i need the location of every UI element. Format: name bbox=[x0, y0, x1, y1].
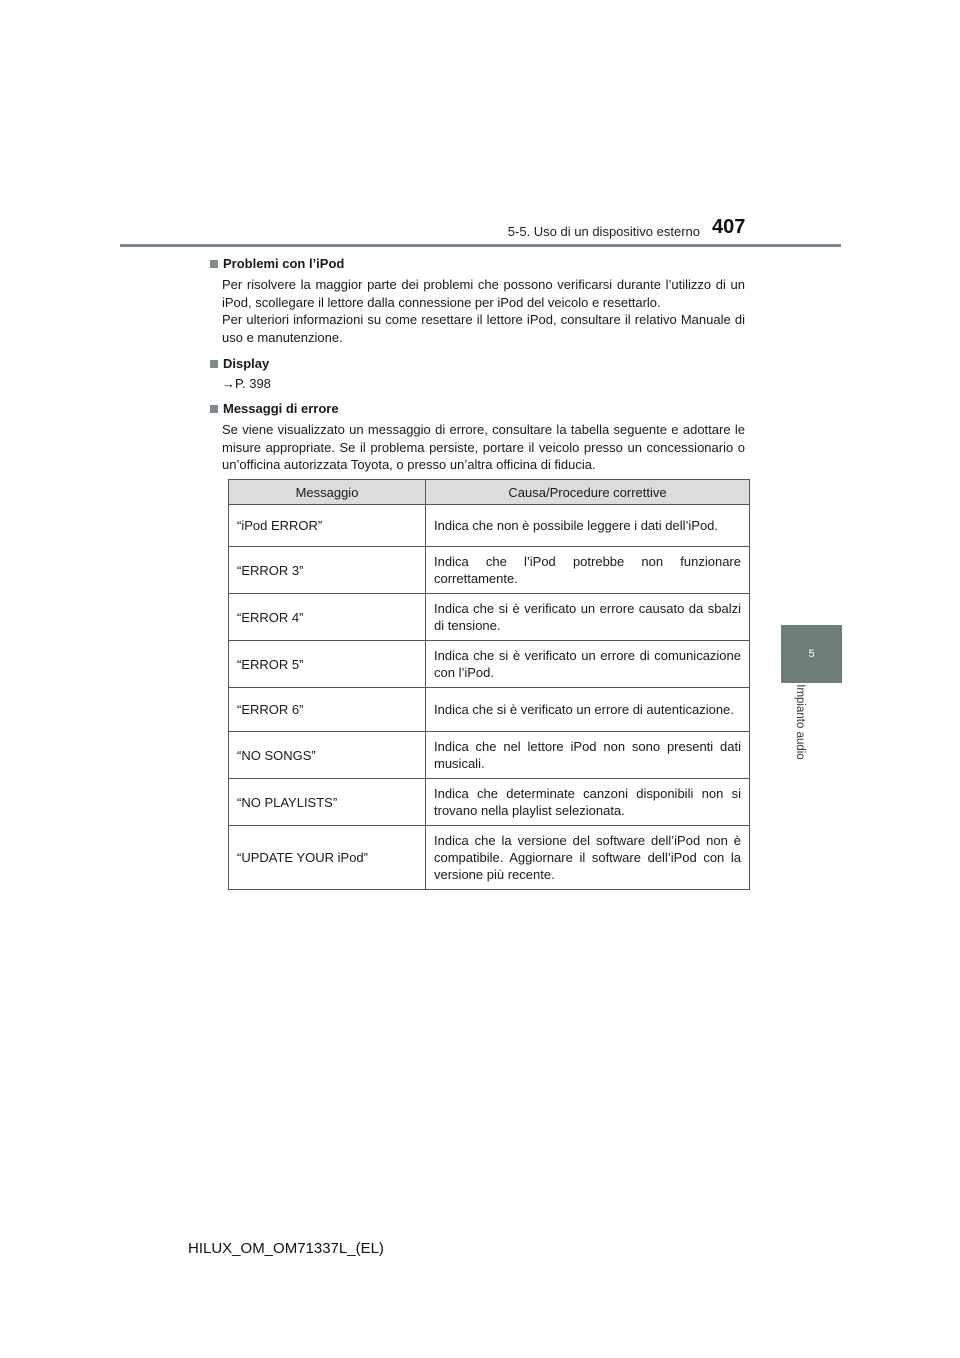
table-header-row bbox=[229, 480, 750, 505]
cause-cell: Indica che determinate canzoni disponibili non si trovano nella playlist selezionata. bbox=[426, 779, 750, 826]
table-row bbox=[229, 779, 750, 826]
cause-cell: Indica che nel lettore iPod non sono presenti dati musicali. bbox=[426, 732, 750, 779]
paragraph: Se viene visualizzato un messaggio di errore, consultare la tabella seguente e adottare le misure appropriate. Se il problema persiste, portare il veicolo presso un concessionario o un’officina autorizzata Toyota, o presso un’altra officina di fiducia. bbox=[222, 422, 745, 472]
message-cell: “ERROR 4” bbox=[229, 594, 426, 641]
table-row bbox=[229, 826, 750, 890]
message-cell: “ERROR 3” bbox=[229, 547, 426, 594]
table-row bbox=[229, 641, 750, 688]
square-bullet-icon bbox=[210, 405, 218, 413]
message-cell: “iPod ERROR” bbox=[229, 505, 426, 547]
header-rule bbox=[120, 244, 841, 247]
table-row bbox=[229, 505, 750, 547]
page-number: 407 bbox=[712, 216, 746, 238]
message-cell: “NO PLAYLISTS” bbox=[229, 779, 426, 826]
column-header-message: Messaggio bbox=[229, 480, 426, 505]
page-reference: →P. 398 bbox=[222, 376, 271, 391]
section-heading-text: Messaggi di errore bbox=[223, 401, 339, 416]
document-code: HILUX_OM_OM71337L_(EL) bbox=[188, 1240, 384, 1257]
cause-cell: Indica che non è possibile leggere i dati dell’iPod. bbox=[426, 505, 750, 547]
section-error-messages bbox=[210, 400, 745, 474]
column-header-cause: Causa/Procedure correttive bbox=[426, 480, 750, 505]
section-heading bbox=[210, 400, 745, 417]
chapter-number: 5 bbox=[808, 648, 815, 660]
header-section-title: 5-5. Uso di un dispositivo esterno bbox=[507, 224, 700, 239]
section-display bbox=[210, 355, 745, 391]
table-row bbox=[229, 594, 750, 641]
section-heading bbox=[210, 255, 745, 272]
main-content bbox=[210, 255, 745, 483]
section-heading-text: Display bbox=[223, 356, 270, 371]
message-cell: “UPDATE YOUR iPod” bbox=[229, 826, 426, 890]
section-heading-text: Problemi con l’iPod bbox=[223, 256, 345, 271]
chapter-title: Impianto audio bbox=[794, 684, 806, 760]
message-cell: “NO SONGS” bbox=[229, 732, 426, 779]
cause-cell: Indica che si è verificato un errore causato da sbalzi di tensione. bbox=[426, 594, 750, 641]
message-cell: “ERROR 5” bbox=[229, 641, 426, 688]
section-ipod-problems bbox=[210, 255, 745, 346]
table-row bbox=[229, 688, 750, 732]
square-bullet-icon bbox=[210, 260, 218, 268]
message-cell: “ERROR 6” bbox=[229, 688, 426, 732]
error-message-table bbox=[228, 479, 750, 890]
section-heading bbox=[210, 355, 745, 372]
cause-cell: Indica che si è verificato un errore di comunicazione con l’iPod. bbox=[426, 641, 750, 688]
cause-cell: Indica che la versione del software dell’iPod non è compatibile. Aggiornare il software dell’iPod con la versione più recente. bbox=[426, 826, 750, 890]
table-row bbox=[229, 547, 750, 594]
square-bullet-icon bbox=[210, 360, 218, 368]
paragraph: Per risolvere la maggior parte dei problemi che possono verificarsi durante l’utilizzo di un iPod, scollegare il lettore dalla connessione per iPod del veicolo e resettarlo. bbox=[222, 277, 745, 310]
paragraph: Per ulteriori informazioni su come resettare il lettore iPod, consultare il relativo Manuale di uso e manutenzione. bbox=[222, 312, 745, 345]
cause-cell: Indica che si è verificato un errore di autenticazione. bbox=[426, 688, 750, 732]
table-row bbox=[229, 732, 750, 779]
cause-cell: Indica che l’iPod potrebbe non funzionare correttamente. bbox=[426, 547, 750, 594]
